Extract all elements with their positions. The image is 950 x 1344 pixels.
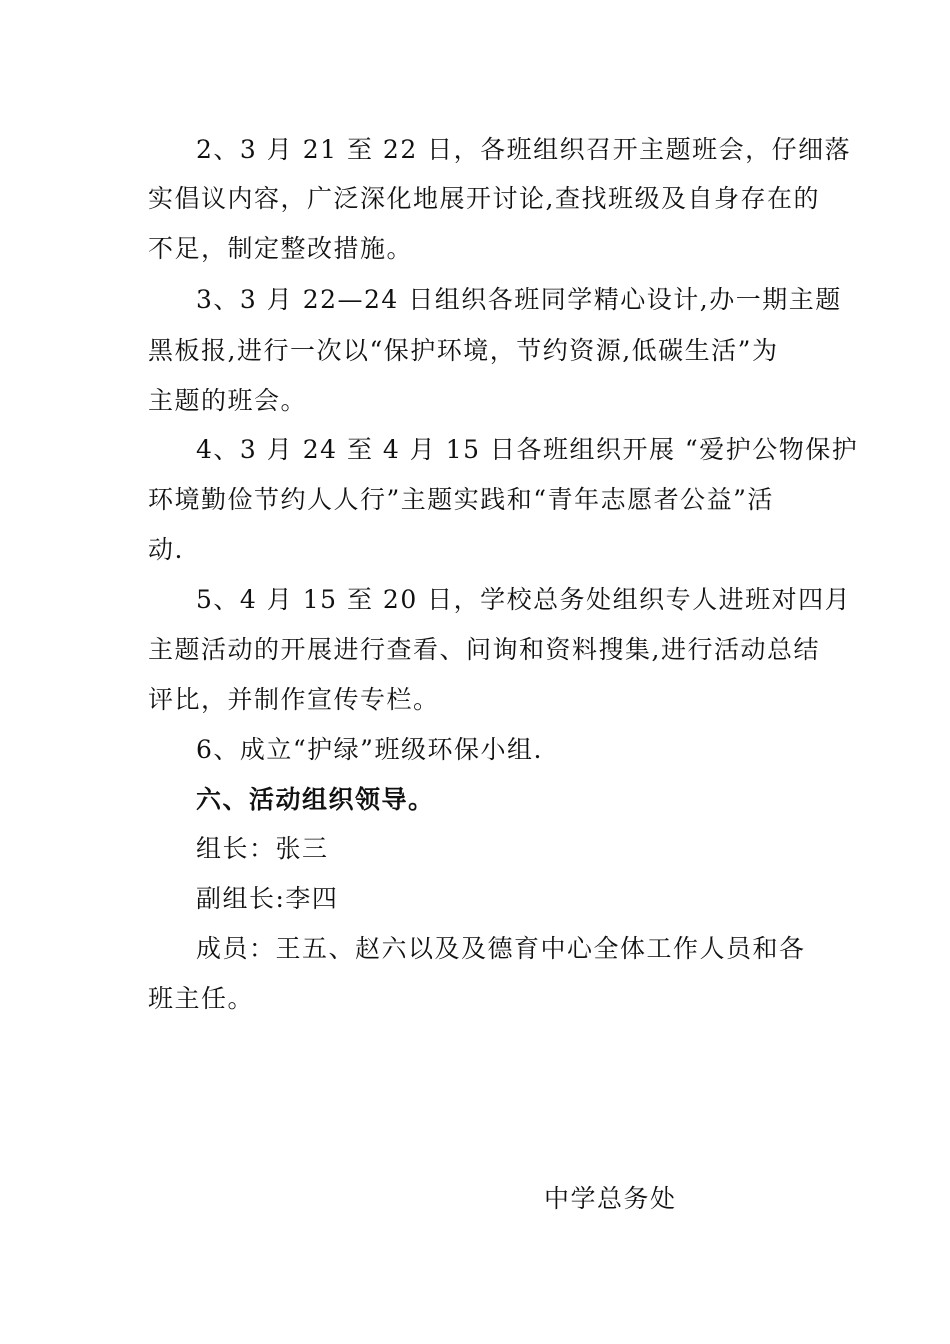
section-heading: 六、活动组织领导。 — [196, 785, 435, 814]
signature: 中学总务处 — [544, 1184, 677, 1213]
item-5-line-3: 评比，并制作宣传专栏。 — [148, 685, 440, 714]
item-4-line-2: 环境勤俭节约人人行”主题实践和“青年志愿者公益”活 — [148, 485, 774, 514]
item-4-line-1: 4、3 月 24 至 4 月 15 日各班组织开展 “爱护公物保护 — [196, 435, 859, 464]
item-2-line-1: 2、3 月 21 至 22 日，各班组织召开主题班会，仔细落 — [196, 135, 852, 164]
item-3-line-3: 主题的班会。 — [148, 386, 308, 415]
item-5-line-2: 主题活动的开展进行查看、问询和资料搜集,进行活动总结 — [148, 635, 820, 664]
item-5-line-1: 5、4 月 15 至 20 日，学校总务处组织专人进班对四月 — [196, 585, 852, 614]
members-line-2: 班主任。 — [148, 984, 255, 1013]
item-6-line-1: 6、成立“护绿”班级环保小组. — [196, 735, 543, 764]
leader-line: 组长：张三 — [196, 834, 329, 863]
item-4-line-3: 动. — [148, 535, 184, 564]
item-2-line-3: 不足，制定整改措施。 — [148, 234, 414, 263]
item-3-line-1: 3、3 月 22—24 日组织各班同学精心设计,办一期主题 — [196, 285, 842, 314]
deputy-leader-line: 副组长:李四 — [196, 884, 339, 913]
members-line-1: 成员：王五、赵六以及及德育中心全体工作人员和各 — [196, 934, 806, 963]
item-2-line-2: 实倡议内容，广泛深化地展开讨论,查找班级及自身存在的 — [148, 184, 820, 213]
item-3-line-2: 黑板报,进行一次以“保护环境，节约资源,低碳生活”为 — [148, 336, 779, 365]
